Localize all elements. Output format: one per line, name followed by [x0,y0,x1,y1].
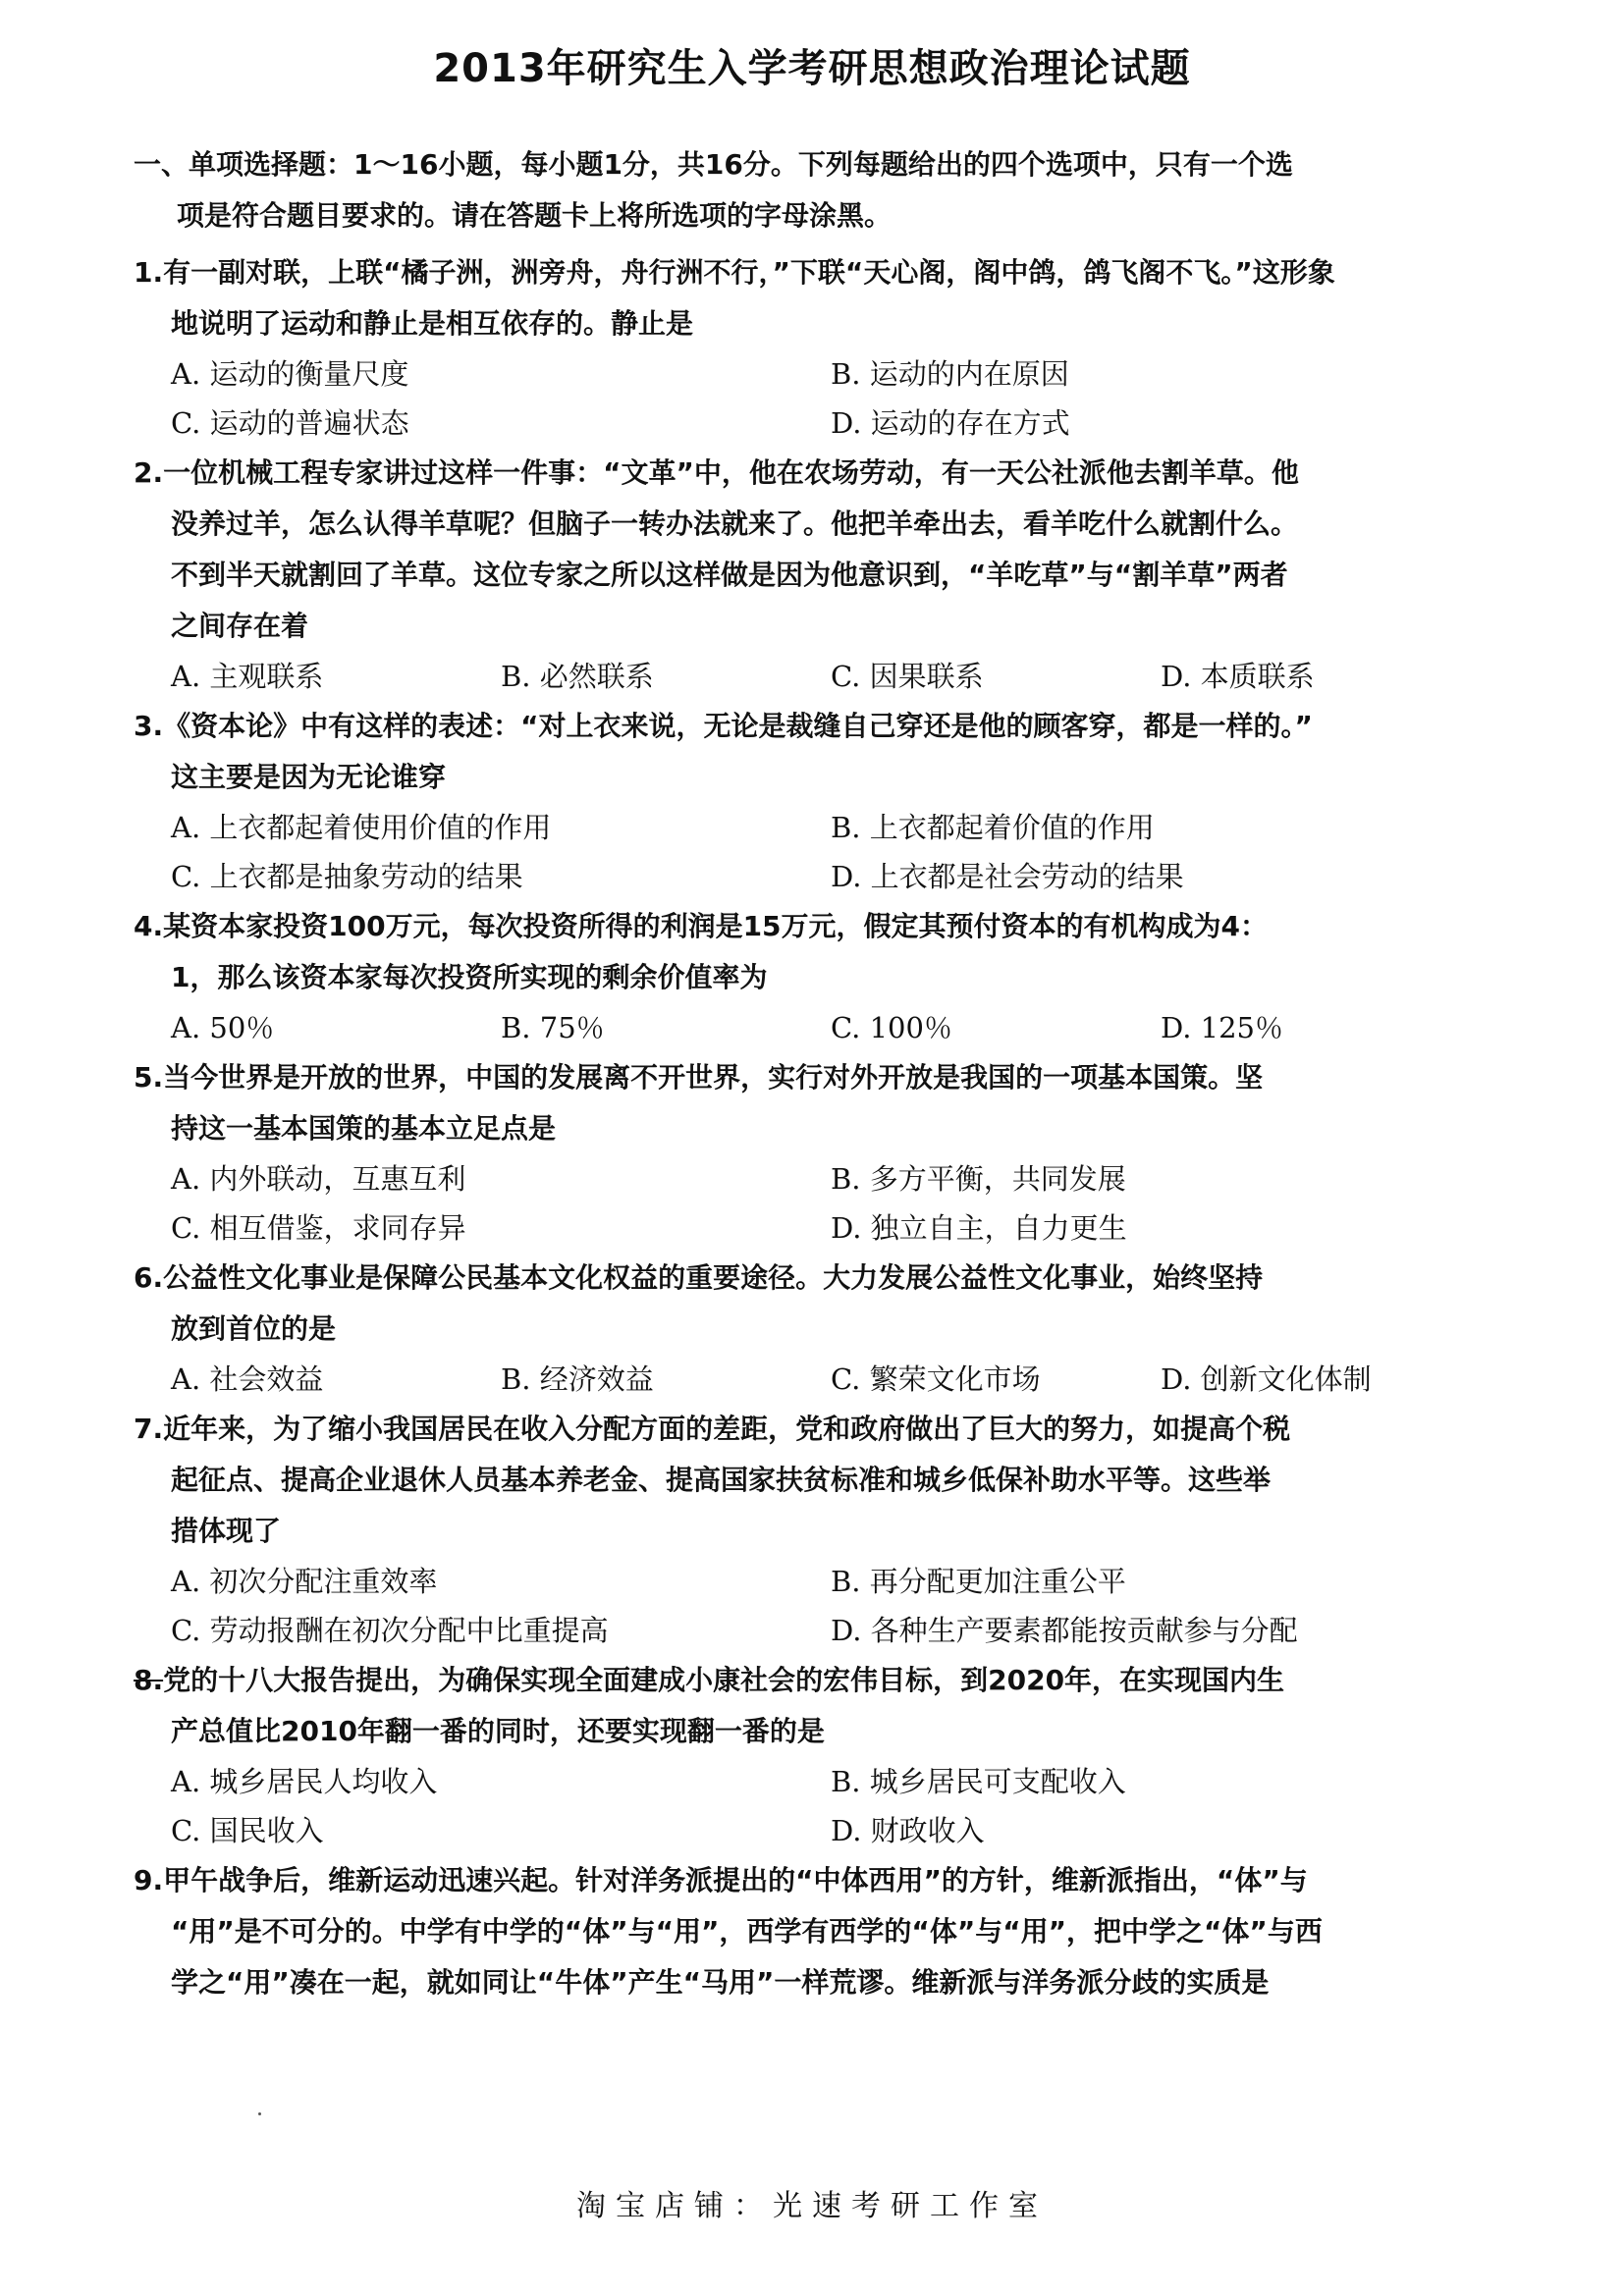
option-c: C. 国民收入 [171,1814,324,1847]
question-4 [134,901,1489,1052]
question-9 [134,1855,1489,2008]
question-text-line: 不到半天就割回了羊草。这位专家之所以这样做是因为他意识到，“羊吃草”与“割羊草”两者 [171,559,1288,591]
option-d: D. 财政收入 [831,1814,985,1847]
option-c: C. 上衣都是抽象劳动的结果 [171,860,523,893]
option-d: D. 运动的存在方式 [831,406,1070,440]
option-a: A. 上衣都起着使用价值的作用 [171,811,552,844]
question-text-line: 近年来，为了缩小我国居民在收入分配方面的差距，党和政府做出了巨大的努力，如提高个税 [163,1413,1291,1445]
option-a: A. 社会效益 [171,1362,324,1396]
question-text-line: 措体现了 [171,1515,282,1547]
option-c: C. 劳动报酬在初次分配中比重提高 [171,1614,609,1647]
question-text-line: 地说明了运动和静止是相互依存的。静止是 [171,307,694,340]
question-text-line: 持这一基本国策的基本立足点是 [171,1112,557,1145]
question-number: 5. [134,1061,164,1094]
option-list [134,803,1489,901]
question-number: 7. [134,1413,164,1445]
question-text-line: 1，那么该资本家每次投资所实现的剩余价值率为 [171,961,768,993]
option-a: A. 城乡居民人均收入 [171,1765,438,1798]
question-5 [134,1052,1489,1253]
page-title: 2013年研究生入学考研思想政治理论试题 [433,46,1191,91]
option-c: C. 相互借鉴，求同存异 [171,1211,466,1245]
option-c: C. 繁荣文化市场 [831,1362,1041,1396]
question-2 [134,448,1489,701]
option-a: A. 运动的衡量尺度 [171,357,409,391]
option-b: B. 多方平衡，共同发展 [831,1162,1126,1196]
option-a: A. 初次分配注重效率 [171,1565,438,1598]
question-number: 1. [134,256,164,289]
option-a: A. 50％ [171,1011,275,1044]
question-text-line: 公益性文化事业是保障公民基本文化权益的重要途径。大力发展公益性文化事业，始终坚持 [163,1261,1264,1294]
option-b: B. 运动的内在原因 [831,357,1069,391]
option-list [134,1003,1489,1052]
footer-shop-label: 淘宝店铺：光速考研工作室 [576,2189,1048,2223]
question-text-line: 学之“用”凑在一起，就如同让“牛体”产生“马用”一样荒谬。维新派与洋务派分歧的实质是 [171,1966,1270,1999]
option-list [134,1757,1489,1855]
question-1 [134,247,1489,448]
question-text-line: 放到首位的是 [171,1312,337,1345]
option-list [134,349,1489,448]
option-b: B. 再分配更加注重公平 [831,1565,1126,1598]
question-text-line: 某资本家投资100万元，每次投资所得的利润是15万元，假定其预付资本的有机构成为4： [163,910,1269,942]
question-6 [134,1253,1489,1404]
question-number: 9. [134,1864,164,1896]
question-number: 8. [134,1664,164,1696]
option-c: C. 100％ [831,1011,952,1044]
option-b: B. 必然联系 [501,660,654,693]
option-b: B. 上衣都起着价值的作用 [831,811,1155,844]
question-8 [134,1655,1489,1855]
option-a: A. 主观联系 [171,660,324,693]
option-d: D. 各种生产要素都能按贡献参与分配 [831,1614,1298,1647]
question-text-line: 有一副对联，上联“橘子洲，洲旁舟，舟行洲不行，”下联“天心阁，阁中鸽，鸽飞阁不飞。”这形象 [163,256,1335,289]
section-heading [134,139,1489,241]
question-number: 3. [134,710,164,742]
exam-content [134,139,1489,2008]
option-b: B. 经济效益 [501,1362,654,1396]
option-c: C. 因果联系 [831,660,984,693]
option-c: C. 运动的普遍状态 [171,406,409,440]
section-heading-line: 项是符合题目要求的。请在答题卡上将所选项的字母涂黑。 [177,199,893,232]
question-text-line: “用”是不可分的。中学有中学的“体”与“用”，西学有西学的“体”与“用”，把中学之“体”与西 [171,1915,1323,1948]
option-d: D. 上衣都是社会劳动的结果 [831,860,1184,893]
option-list [134,652,1489,701]
question-3 [134,701,1489,901]
section-heading-line: 一、单项选择题：1～16小题，每小题1分，共16分。下列每题给出的四个选项中，只有一个选 [134,148,1293,181]
question-number: 4. [134,910,164,942]
scan-speck [258,2112,261,2115]
option-b: B. 城乡居民可支配收入 [831,1765,1126,1798]
option-a: A. 内外联动，互惠互利 [171,1162,466,1196]
question-text-line: 起征点、提高企业退休人员基本养老金、提高国家扶贫标准和城乡低保补助水平等。这些举 [171,1464,1272,1496]
question-text-line: 党的十八大报告提出，为确保实现全面建成小康社会的宏伟目标，到2020年，在实现国内生 [163,1664,1285,1696]
option-list [134,1557,1489,1655]
question-text-line: 《资本论》中有这样的表述：“对上衣来说，无论是裁缝自己穿还是他的顾客穿，都是一样的。” [163,710,1313,742]
question-text-line: 产总值比2010年翻一番的同时，还要实现翻一番的是 [171,1715,825,1747]
option-d: D. 创新文化体制 [1161,1362,1372,1396]
question-text-line: 之间存在着 [171,610,309,642]
option-b: B. 75％ [501,1011,605,1044]
question-number: 2. [134,456,164,489]
question-text-line: 当今世界是开放的世界，中国的发展离不开世界，实行对外开放是我国的一项基本国策。坚 [163,1061,1264,1094]
option-d: D. 125％ [1161,1011,1284,1044]
option-list [134,1355,1489,1404]
question-number: 6. [134,1261,164,1294]
question-text-line: 这主要是因为无论谁穿 [171,761,447,793]
question-text-line: 没养过羊，怎么认得羊草呢？但脑子一转办法就来了。他把羊牵出去，看羊吃什么就割什么。 [171,507,1299,540]
question-text-line: 一位机械工程专家讲过这样一件事：“文革”中，他在农场劳动，有一天公社派他去割羊草。他 [163,456,1299,489]
option-d: D. 独立自主，自力更生 [831,1211,1127,1245]
option-list [134,1154,1489,1253]
question-7 [134,1404,1489,1655]
option-d: D. 本质联系 [1161,660,1315,693]
question-text-line: 甲午战争后，维新运动迅速兴起。针对洋务派提出的“中体西用”的方针，维新派指出，“体”与 [163,1864,1308,1896]
